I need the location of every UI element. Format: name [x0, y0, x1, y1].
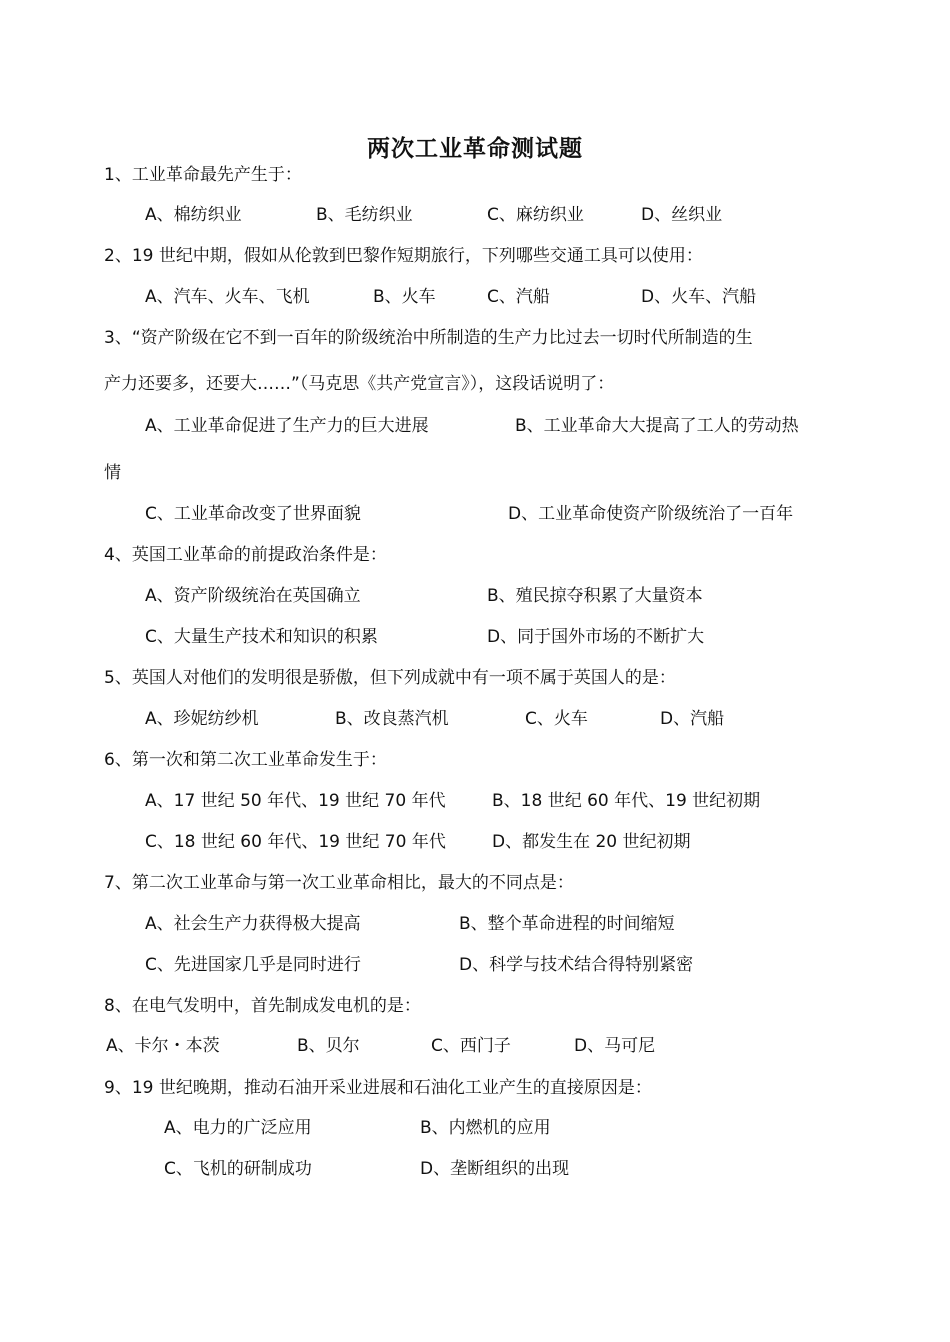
question-8-option-d: D、马可尼	[574, 1036, 656, 1056]
question-2-option-a: A、汽车、火车、飞机	[145, 287, 310, 307]
question-6-option-c: C、18 世纪 60 年代、19 世纪 70 年代	[145, 832, 446, 852]
question-6-option-d: D、都发生在 20 世纪初期	[492, 832, 691, 852]
question-9-stem: 9、19 世纪晚期，推动石油开采业进展和石油化工业产生的直接原因是：	[104, 1078, 652, 1098]
question-3-option-b-continued: 情	[104, 463, 121, 483]
question-4-option-a: A、资产阶级统治在英国确立	[145, 586, 361, 606]
question-5-stem: 5、英国人对他们的发明很是骄傲，但下列成就中有一项不属于英国人的是：	[104, 668, 676, 688]
question-7-option-d: D、科学与技术结合得特别紧密	[459, 955, 694, 975]
question-9-option-c: C、飞机的研制成功	[164, 1159, 312, 1179]
question-4-option-c: C、大量生产技术和知识的积累	[145, 627, 378, 647]
question-4-option-b: B、殖民掠夺积累了大量资本	[487, 586, 703, 606]
question-3-option-d: D、工业革命使资产阶级统治了一百年	[508, 504, 794, 524]
question-5-option-b: B、改良蒸汽机	[335, 709, 449, 729]
question-7-option-c: C、先进国家几乎是同时进行	[145, 955, 361, 975]
question-2-stem: 2、19 世纪中期，假如从伦敦到巴黎作短期旅行，下列哪些交通工具可以使用：	[104, 246, 703, 266]
question-6-option-a: A、17 世纪 50 年代、19 世纪 70 年代	[145, 791, 446, 811]
question-1-option-c: C、麻纺织业	[487, 205, 584, 225]
question-8-option-b: B、贝尔	[297, 1036, 360, 1056]
question-6-option-b: B、18 世纪 60 年代、19 世纪初期	[492, 791, 761, 811]
question-8-option-a: A、卡尔・本茨	[106, 1036, 220, 1056]
question-8-stem: 8、在电气发明中，首先制成发电机的是：	[104, 996, 421, 1016]
question-1-stem: 1、工业革命最先产生于：	[104, 165, 302, 185]
question-5-option-c: C、火车	[525, 709, 588, 729]
question-9-option-a: A、电力的广泛应用	[164, 1118, 312, 1138]
question-9-option-b: B、内燃机的应用	[420, 1118, 551, 1138]
question-3-stem-continued: 产力还要多，还要大……”（马克思《共产党宣言》），这段话说明了：	[104, 374, 615, 394]
question-3-option-b: B、工业革命大大提高了工人的劳动热	[515, 416, 799, 436]
question-1-option-d: D、丝织业	[641, 205, 723, 225]
question-8-option-c: C、西门子	[431, 1036, 511, 1056]
question-3-option-a: A、工业革命促进了生产力的巨大进展	[145, 416, 429, 436]
question-1-option-b: B、毛纺织业	[316, 205, 413, 225]
question-5-option-d: D、汽船	[660, 709, 725, 729]
question-4-stem: 4、英国工业革命的前提政治条件是：	[104, 545, 387, 565]
question-7-option-b: B、整个革命进程的时间缩短	[459, 914, 675, 934]
question-3-stem: 3、“资产阶级在它不到一百年的阶级统治中所制造的生产力比过去一切时代所制造的生	[104, 328, 753, 348]
question-7-stem: 7、第二次工业革命与第一次工业革命相比，最大的不同点是：	[104, 873, 574, 893]
question-5-option-a: A、珍妮纺纱机	[145, 709, 259, 729]
question-3-option-c: C、工业革命改变了世界面貌	[145, 504, 361, 524]
question-2-option-b: B、火车	[373, 287, 436, 307]
question-6-stem: 6、第一次和第二次工业革命发生于：	[104, 750, 387, 770]
question-1-option-a: A、棉纺织业	[145, 205, 242, 225]
question-7-option-a: A、社会生产力获得极大提高	[145, 914, 361, 934]
question-2-option-d: D、火车、汽船	[641, 287, 757, 307]
question-9-option-d: D、垄断组织的出现	[420, 1159, 570, 1179]
question-2-option-c: C、汽船	[487, 287, 550, 307]
question-4-option-d: D、同于国外市场的不断扩大	[487, 627, 705, 647]
page-title: 两次工业革命测试题	[367, 136, 583, 162]
